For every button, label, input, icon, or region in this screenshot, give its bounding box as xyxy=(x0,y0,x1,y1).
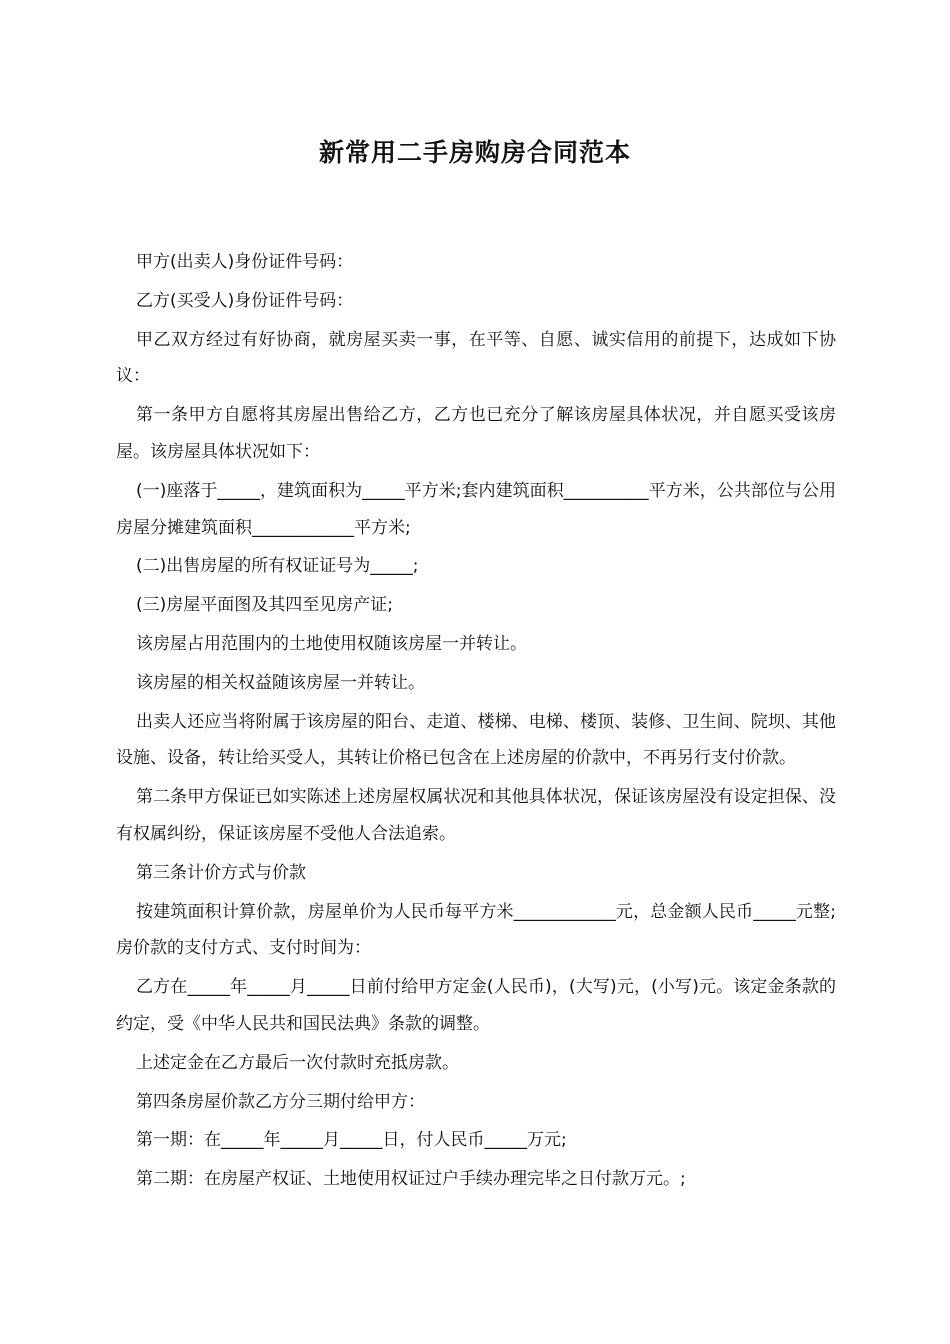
paragraph-item-3: (三)房屋平面图及其四至见房产证; xyxy=(136,595,393,616)
paragraph-article-3-heading: 第三条计价方式与价款 xyxy=(136,862,306,883)
paragraph-buyer-id: 乙方(买受人)身份证件号码： xyxy=(136,290,354,311)
paragraph-attachments: 出卖人还应当将附属于该房屋的阳台、走道、楼梯、电梯、楼顶、装修、卫生间、院坝、其他设施、设备，转让给买受人，其转让价格已包含在上述房屋的价款中，不再另行支付价款。 xyxy=(116,711,836,769)
paragraph-related-rights: 该房屋的相关权益随该房屋一并转让。 xyxy=(136,672,425,693)
document-title: 新常用二手房购房合同范本 xyxy=(318,138,631,167)
paragraph-item-2: (二)出售房屋的所有权证证号为_____; xyxy=(136,556,419,577)
paragraph-installment-1: 第一期：在_____年_____月_____日，付人民币_____万元; xyxy=(136,1130,567,1151)
paragraph-article-2: 第二条甲方保证已如实陈述上述房屋权属状况和其他具体状况，保证该房屋没有设定担保、没有权属纠纷，保证该房屋不受他人合法追索。 xyxy=(116,787,836,844)
paragraph-preamble: 甲乙双方经过有好协商，就房屋买卖一事，在平等、自愿、诚实信用的前提下，达成如下协议： xyxy=(116,329,836,387)
paragraph-installment-2: 第二期：在房屋产权证、土地使用权证过户手续办理完毕之日付款万元。; xyxy=(136,1169,686,1190)
paragraph-deposit: 乙方在_____年_____月_____日前付给甲方定金(人民币)，(大写)元，(小写)元。该定金条款的约定，受《中华人民共和国民法典》条款的调整。 xyxy=(116,977,836,1034)
document-body xyxy=(116,244,836,1200)
paragraph-deposit-offset: 上述定金在乙方最后一次付款时充抵房款。 xyxy=(136,1052,459,1073)
paragraph-pricing: 按建筑面积计算价款，房屋单价为人民币每平方米____________元，总金额人民币_____元整;房价款的支付方式、支付时间为： xyxy=(116,901,836,959)
paragraph-land-use-right: 该房屋占用范围内的土地使用权随该房屋一并转让。 xyxy=(136,633,527,654)
paragraph-seller-id: 甲方(出卖人)身份证件号码： xyxy=(136,252,354,272)
paragraph-article-1: 第一条甲方自愿将其房屋出售给乙方，乙方也已充分了解该房屋具体状况，并自愿买受该房屋。该房屋具体状况如下： xyxy=(116,405,836,462)
paragraph-item-1: (一)座落于_____，建筑面积为_____平方米;套内建筑面积__________平方米，公共部位与公用房屋分摊建筑面积____________平方米; xyxy=(116,480,836,538)
paragraph-article-4: 第四条房屋价款乙方分三期付给甲方： xyxy=(136,1091,425,1112)
